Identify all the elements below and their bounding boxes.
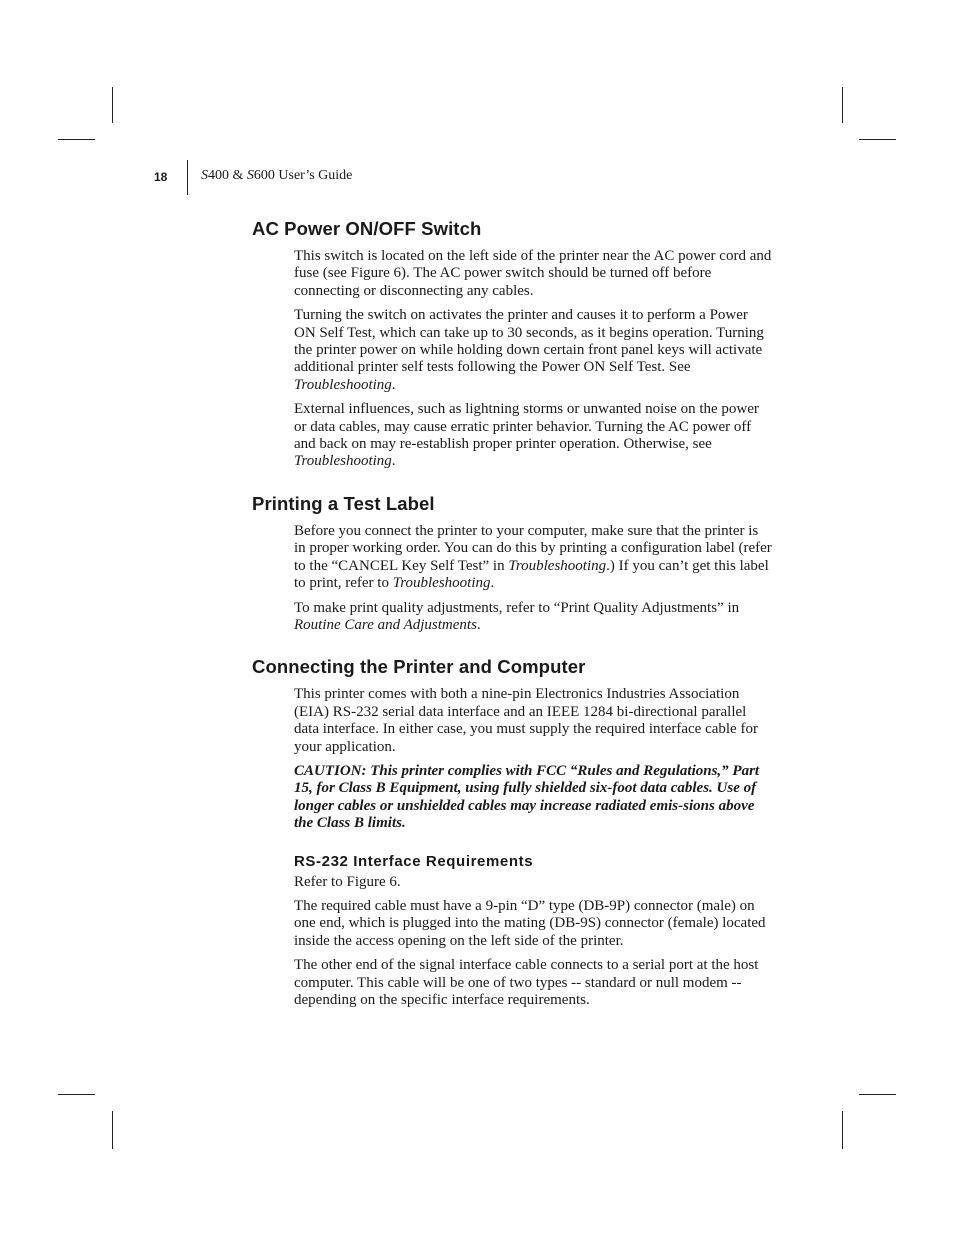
caution-notice: CAUTION: This printer complies with FCC “Rules and Regulations,” Part 15, for Class B Equipment, using fully shielded six-foot data cables. Use of longer cables or unshielded cables may increase radiated emis-sions above the Class B limits. [294,762,760,832]
paragraph-text: Before you connect the printer to your computer, make sure that the printer is in proper working order. You can do this by printing a configuration label (refer to the “CANCEL Key Self Test” in [294,522,772,574]
crop-mark-top-left-horizontal [58,139,95,140]
paragraph [294,523,772,593]
title-model-prefix: S [201,168,208,183]
paragraph-text: To make print quality adjustments, refer to “Print Quality Adjustments” in [294,599,740,616]
paragraph [294,307,772,394]
section-ac-power-switch [252,218,772,471]
subsection-heading: RS-232 Interface Requirements [294,852,534,870]
paragraph-text: . [391,376,396,393]
crop-mark-top-left-vertical [112,87,113,123]
title-model-mid: 400 & [208,168,247,183]
crop-mark-bottom-right-vertical [842,1111,843,1149]
paragraph-text: External influences, such as lightning storms or unwanted noise on the power or data cables, may cause erratic printer behavior. Turning the AC power off and back on may re-establish proper printer operation. Otherwise, see [294,401,759,453]
paragraph [294,600,772,635]
header-divider [187,160,188,195]
cross-reference: Troubleshooting [392,575,491,592]
crop-mark-bottom-left-vertical [112,1111,113,1149]
crop-mark-top-right-horizontal [859,139,896,140]
paragraph: This printer comes with both a nine-pin Electronics Industries Association (EIA) RS-232 serial data interface and an IEEE 1284 bi-directional parallel data interface. In either case, you must supply the required interface cable for your application. [294,686,758,755]
paragraph-text: . [476,616,481,633]
title-model-prefix-2: S [246,168,254,183]
running-title [201,168,352,184]
paragraph: The required cable must have a 9-pin “D” type (DB-9P) connector (male) on one end, which is plugged into the mating (DB-9S) connector (female) located inside the access opening on the left side of the printer. [294,897,766,949]
page-number: 18 [154,170,168,184]
paragraph: Refer to Figure 6. [294,873,401,890]
section-heading: Printing a Test Label [252,492,435,514]
crop-mark-bottom-right-horizontal [859,1094,896,1095]
title-rest: 600 User’s Guide [253,168,353,183]
cross-reference: Troubleshooting [294,453,392,470]
paragraph-text: Turning the switch on activates the printer and causes it to perform a Power ON Self Test, which can take up to 30 seconds, as it begins operation. Turning the printer power on while holding down certain front panel keys will activate additional printer self tests following the Power ON Self Test. See [294,307,764,376]
cross-reference: Troubleshooting [508,557,607,574]
section-connecting-printer [252,656,772,1009]
paragraph-text: . [490,575,495,592]
crop-mark-bottom-left-horizontal [58,1094,95,1095]
paragraph-text: . [391,453,396,470]
running-header [0,160,954,200]
page-content [252,218,772,1016]
cross-reference: Routine Care and Adjustments [294,616,477,633]
cross-reference: Troubleshooting [294,376,392,393]
paragraph [294,401,772,471]
section-printing-test-label [252,493,772,634]
crop-mark-top-right-vertical [842,87,843,123]
paragraph-text: .) If you can’t get this label to print, refer to [294,557,769,592]
paragraph: This switch is located on the left side of the printer near the AC power cord and fuse (see Figure 6). The AC power switch should be turned off before connecting or disconnecting any cables. [294,248,772,299]
section-heading: Connecting the Printer and Computer [252,656,586,678]
paragraph: The other end of the signal interface cable connects to a serial port at the host computer. This cable will be one of two types -- standard or null modem -- depending on the specific interface requirements. [294,957,759,1008]
section-heading: AC Power ON/OFF Switch [252,218,482,239]
